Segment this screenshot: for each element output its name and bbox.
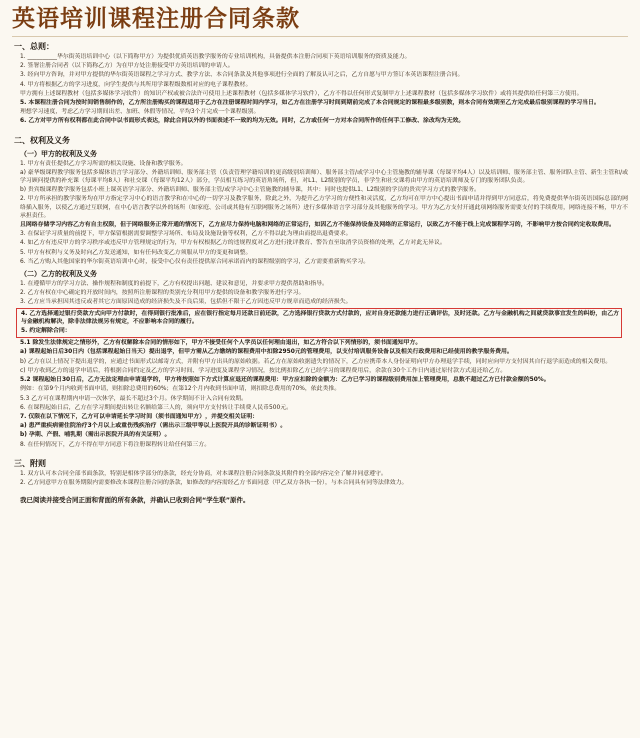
clause: b) 乙方在以上情况下提出退学的，应通过书面形式以邮寄方式，并附有甲方出具的原始收据。若乙方在原始收据遗失的情况下，乙方应携带本人身份证明向甲方办理退学手续，同时应向甲方支付因其自行退学而造成的相关费用。 [20,358,612,365]
clause: 3. 经向甲方咨询，并对甲方提供的华尔街英语课程之学习方式、教学方法、本合同条款及其他事项进行全面的了解及认可之后，乙方自愿与甲方签订本英语课程注册合同。 [20,72,464,79]
page-title: 英语培训课程注册合同条款 [12,6,300,32]
clause: 3. 乙方应当承担因其违反或者其它方面原因造成的经济损失及不良后果，包括但不限于乙方因违反甲方规章而造成的经济损失。 [20,299,352,306]
section-rights [12,135,628,449]
clause: 5.3 乙方可在课程期内申请一次休学，最长不超过3个月。休学期间不计入合同有效期。 [20,395,248,402]
subsection-heading: （一）甲方的权利及义务 [20,149,97,158]
clause: b) 贵宾级课程教学服务包括小班上课英语学习部分、外籍培训师、服务部主管/或学习中心主管施教的辅导课，其中：同时也提供L1、L2级别的学员的贵宾学习方式的教学服务。 [20,187,480,194]
title-divider [12,36,628,37]
clause: a) 课程起始日后30日内（包括课程起始日当天）提出退学，但甲方需从乙方缴纳的课程费用中扣除2950元的管理费用，以支付培训服务设备以及相关行政费用和已经使用的教学服务费用。 [20,349,513,356]
clause: 2. 乙方同意甲方在服务期限内需要修改本课程注册合同的条款，如修改的内容需经乙方书面同意（甲乙双方各执一份），与本合同具有同等法律效力。 [20,479,408,486]
clause: b) 孕期、产假、哺乳期（需出示医院开具的有关证明）。 [20,432,171,439]
highlighted-clause-box [16,308,622,339]
clause: 4. 乙方选择通过银行贷款方式向甲方付款时，在得到银行批准后，应在银行指定每月还款日前还款，乙方选择银行贷款方式付款的，应对自身还款能力进行正确评估，及时还款。乙方与金融机构之间就贷款事宜发生的纠纷，由乙方与金融机构解决，除非法律法规另有规定，不应影响本合同的履行。 [21,310,619,325]
clause: a) 患严重疾病需住院治疗3个月以上或重伤残疾治疗（需出示三级甲等以上医院开具的诊断证明书）。 [20,423,287,430]
clause: 5. 甲方有权利与义务及时向乙方发送通知，如有任何改变乙方须服从甲方的变更和调整。 [20,249,252,256]
clause: 2. 签署注册合同者（以下简称乙方）为在甲方处注册接受甲方英语培训的申请人。 [20,63,234,70]
clause: 6. 当乙方购入其他国家的华尔街英语培训中心时，接受中心仅有责任提供原合同承诺而内的课程级别的学习，乙方需要重新购买学习。 [20,258,370,265]
clause: 4. 如乙方有违反甲方的学习秩序或违反甲方管理规定的行为，甲方有权根据乙方的违规程度对乙方进行批评教育、警告直至取消学员资格的处理，乙方对此无异议。 [20,240,446,247]
section-heading: 二、权利及义务 [14,135,70,145]
section-heading: 一、总则： [14,42,54,51]
clause: 且网络存储学习内容乙方有自主权限，但于网络服务正常开通的情况下，乙方应尽力保持电脑和网络的正常运行，如因乙方不能保持设备及网络的正常运行，以致乙方不能于线上完成课程学习的，不影响甲方按合同约定收取费用。 [20,222,615,229]
clause: 例如：在第9个月内收到书面申请，则扣除总费用的60%；在第12个月内收到书面申请，则扣除总费用的70%，依此类推。 [20,386,341,393]
subsection-heading: （二）乙方的权利及义务 [20,270,97,279]
section-general [12,41,628,126]
clause: 6. 乙方对甲方所有权利都在此合同中以书面形式表达，除此合同以外的书面表述不一致的均为无效。同时，乙方或任何一方对本合同所作的任何手工修改、涂改均为无效。 [20,118,465,125]
clause: 5.2 课程起始日30日后，乙方无法定理由申请退学的，甲方将按照如下方式计算应退还的课程费用：甲方应扣除的金额为：乙方已学习的课程级别费用加上管理费用，总数不超过乙方已付款金额的50%。 [20,377,550,384]
clause: 3. 在保证学习质量的前提下，甲方保留根据需要调整学习场所、布局及设施设备等权利，乙方不得以此为理由而提出退费要求。 [20,231,352,238]
clause: 理想学习速度，考虑乙方学习期间出差、加班、休假等情况，平均3个月完成一个课程级别。 [20,109,260,116]
acknowledgement-statement: 我已阅读并接受合同正面和背面的所有条款，并确认已收到合同“学生联”原件。 [20,496,250,505]
clause: c) 甲方收到乙方的退学申请后，将根据合同约定及乙方的学习时间、学习进度及课程学习情况，按比例扣除乙方已经学习的课程费用后，余款在30个工作日内通过原付款方式退还给乙方。 [20,367,507,374]
clause: 1. 在遵循甲方的学习方法、操作规程和制度的前提下，乙方有权提出问题、建议和意见，并要求甲方提供帮助和指导。 [20,281,328,288]
clause: 2. 甲方所承担的教学服务均在甲方指定学习中心的语言教学和在中心的一切学习及教学服务，除此之外，为提升乙方学习的方便性和灵活度，乙方均可在甲方中心提出书面申请并得到甲方同意后，将免费提供华尔街英语国际总部的网络插入服务，以使乙方通过互联网，在中心语言教学以外的场所（如家庭、公司或其他有互联网服务之场所）进行多媒体语言学习部分及其他服务的学习。甲方为乙方支付开通此项网络服务需要支付的手续费用，网络连接不畅，甲方不承担责任。 [20,196,628,219]
section-heading: 三、附则 [14,458,46,468]
clause: 8. 在任何情况下，乙方不得在甲方同意下将注册课程转让给任何第三方。 [20,441,211,448]
clause: 1. 甲方有责任提供乙方学习所需的相关设施、设备和教学服务。 [20,160,187,167]
section-appendix [12,458,628,504]
clause: 5. 本课程注册合同为按时间销售制作的，乙方所注册购买的课程适用于乙方在注册课程时间内学习，如乙方在注册学习时间到期前完成了本合同规定的课程最多级别数，则本合同有效期至乙方完成最后级别课程的学习当日。 [20,100,600,107]
clause: 5.1 除发生法律规定之情形外，乙方有权解除本合同的情形如下，甲方不接受任何个人学员以任何理由退出，如乙方符合以下列情形的，须书面通知甲方。 [20,340,422,347]
clause: 2. 乙方有权在中心确定的开放时间内，按照所注册课程的类别充分利用甲方提供的设备和教学服务进行学习。 [20,290,305,297]
clause: 1. 双方认可本合同全部书面条款，特别是相体学部分的条款，经充分协商，对本课程注册合同条款及其附件的全部内容完全了解并同意遵守。 [20,470,387,477]
clause: 6. 在课程起始日后，乙方在学习期间提出转让名额给第三人的，须向甲方支付转让手续费人民币500元。 [20,404,293,411]
clause: 1. __________华尔街英语培训中心（以下简称甲方）为提供优质英语教学服务的专业培训机构，具备提供本注册合同项下英语培训服务的资质及能力。 [20,54,411,60]
clause: 5. 约定解除合同： [21,328,71,335]
clause: 7. 仅限在以下情况下，乙方可以申请延长学习时间（须书面通知甲方），并提交相关证明： [20,413,259,420]
clause: a) 豪华级课程教学服务包括多媒体语言学习部分、外籍培训师、服务部主管（负责管理学籍培训的更高级别培训师）、服务部主管/或学习中心主管施教的辅导课（每课平均4人）以及培训师、服务部主管、服务团队主管、新生主管和/或学习顾问提供的补充课（每课平均8人）和社交课（每课平均12人）部分，学员相互练习的英语角场所，但，对L1、L2级别的学员，非学生和社交课将由甲方的英语培训师及专门的服务团队负责。 [20,169,628,185]
clause: 4. 甲方将根据乙方的学习进度，向学生提供与其所用学课程级数相对应的电子课程教材。 [20,81,252,88]
clause: 甲方拥有上述课程教材（包括多媒体学习软件）的知识产权或被合法许可使用上述课程教材（包括多媒体学习软件），乙方不得以任何形式复制甲方上述课程教材（包括多媒体学习软件）或将其提供给任何第三方使用。 [20,90,583,97]
